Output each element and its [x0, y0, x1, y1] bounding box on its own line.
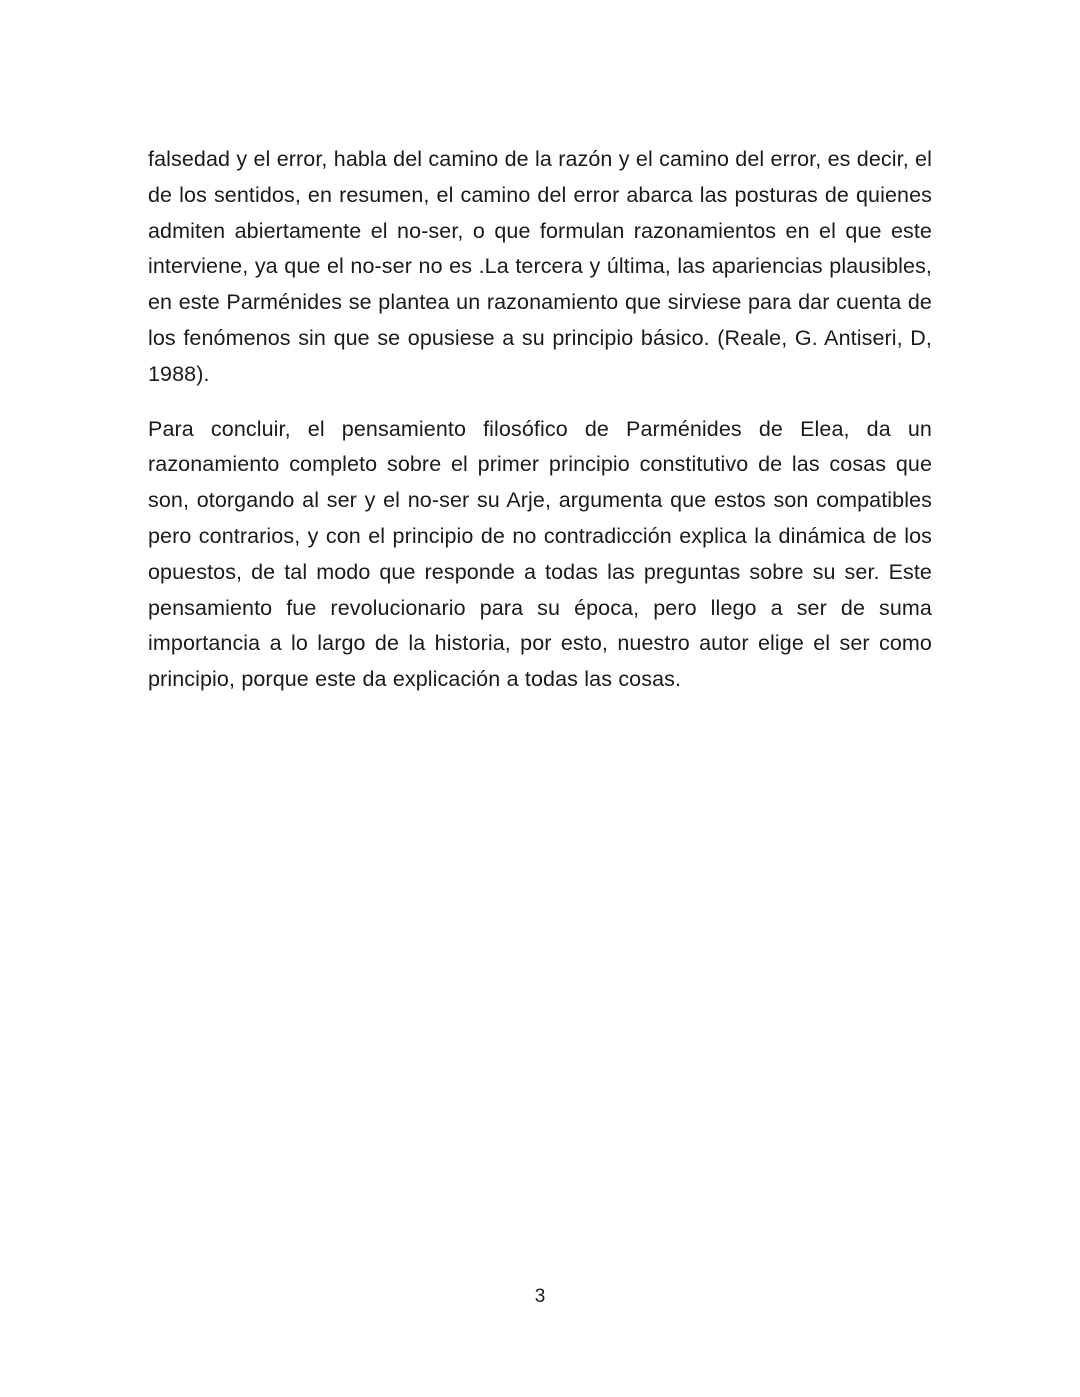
- document-body: [148, 142, 932, 698]
- page-number: 3: [534, 1286, 546, 1307]
- body-paragraph-2: Para concluir, el pensamiento filosófico de Parménides de Elea, da un razonamiento completo sobre el primer principio constitutivo de las cosas que son, otorgando al ser y el no-ser su Arje, argumenta que estos son compatibles pero contrarios, y con el principio de no contradicción explica la dinámica de los opuestos, de tal modo que responde a todas las preguntas sobre su ser. Este pensamiento fue revolucionario para su época, pero llego a ser de suma importancia a lo largo de la historia, por esto, nuestro autor elige el ser como principio, porque este da explicación a todas las cosas.: [148, 416, 932, 692]
- body-paragraph-1: falsedad y el error, habla del camino de la razón y el camino del error, es decir, el de los sentidos, en resumen, el camino del error abarca las posturas de quienes admiten abiertamente el no-ser, o que formulan razonamientos en el que este interviene, ya que el no-ser no es .La tercera y última, las apariencias plausibles, en este Parménides se plantea un razonamiento que sirviese para dar cuenta de los fenómenos sin que se opusiese a su principio básico. (Reale, G. Antiseri, D, 1988).: [148, 147, 932, 386]
